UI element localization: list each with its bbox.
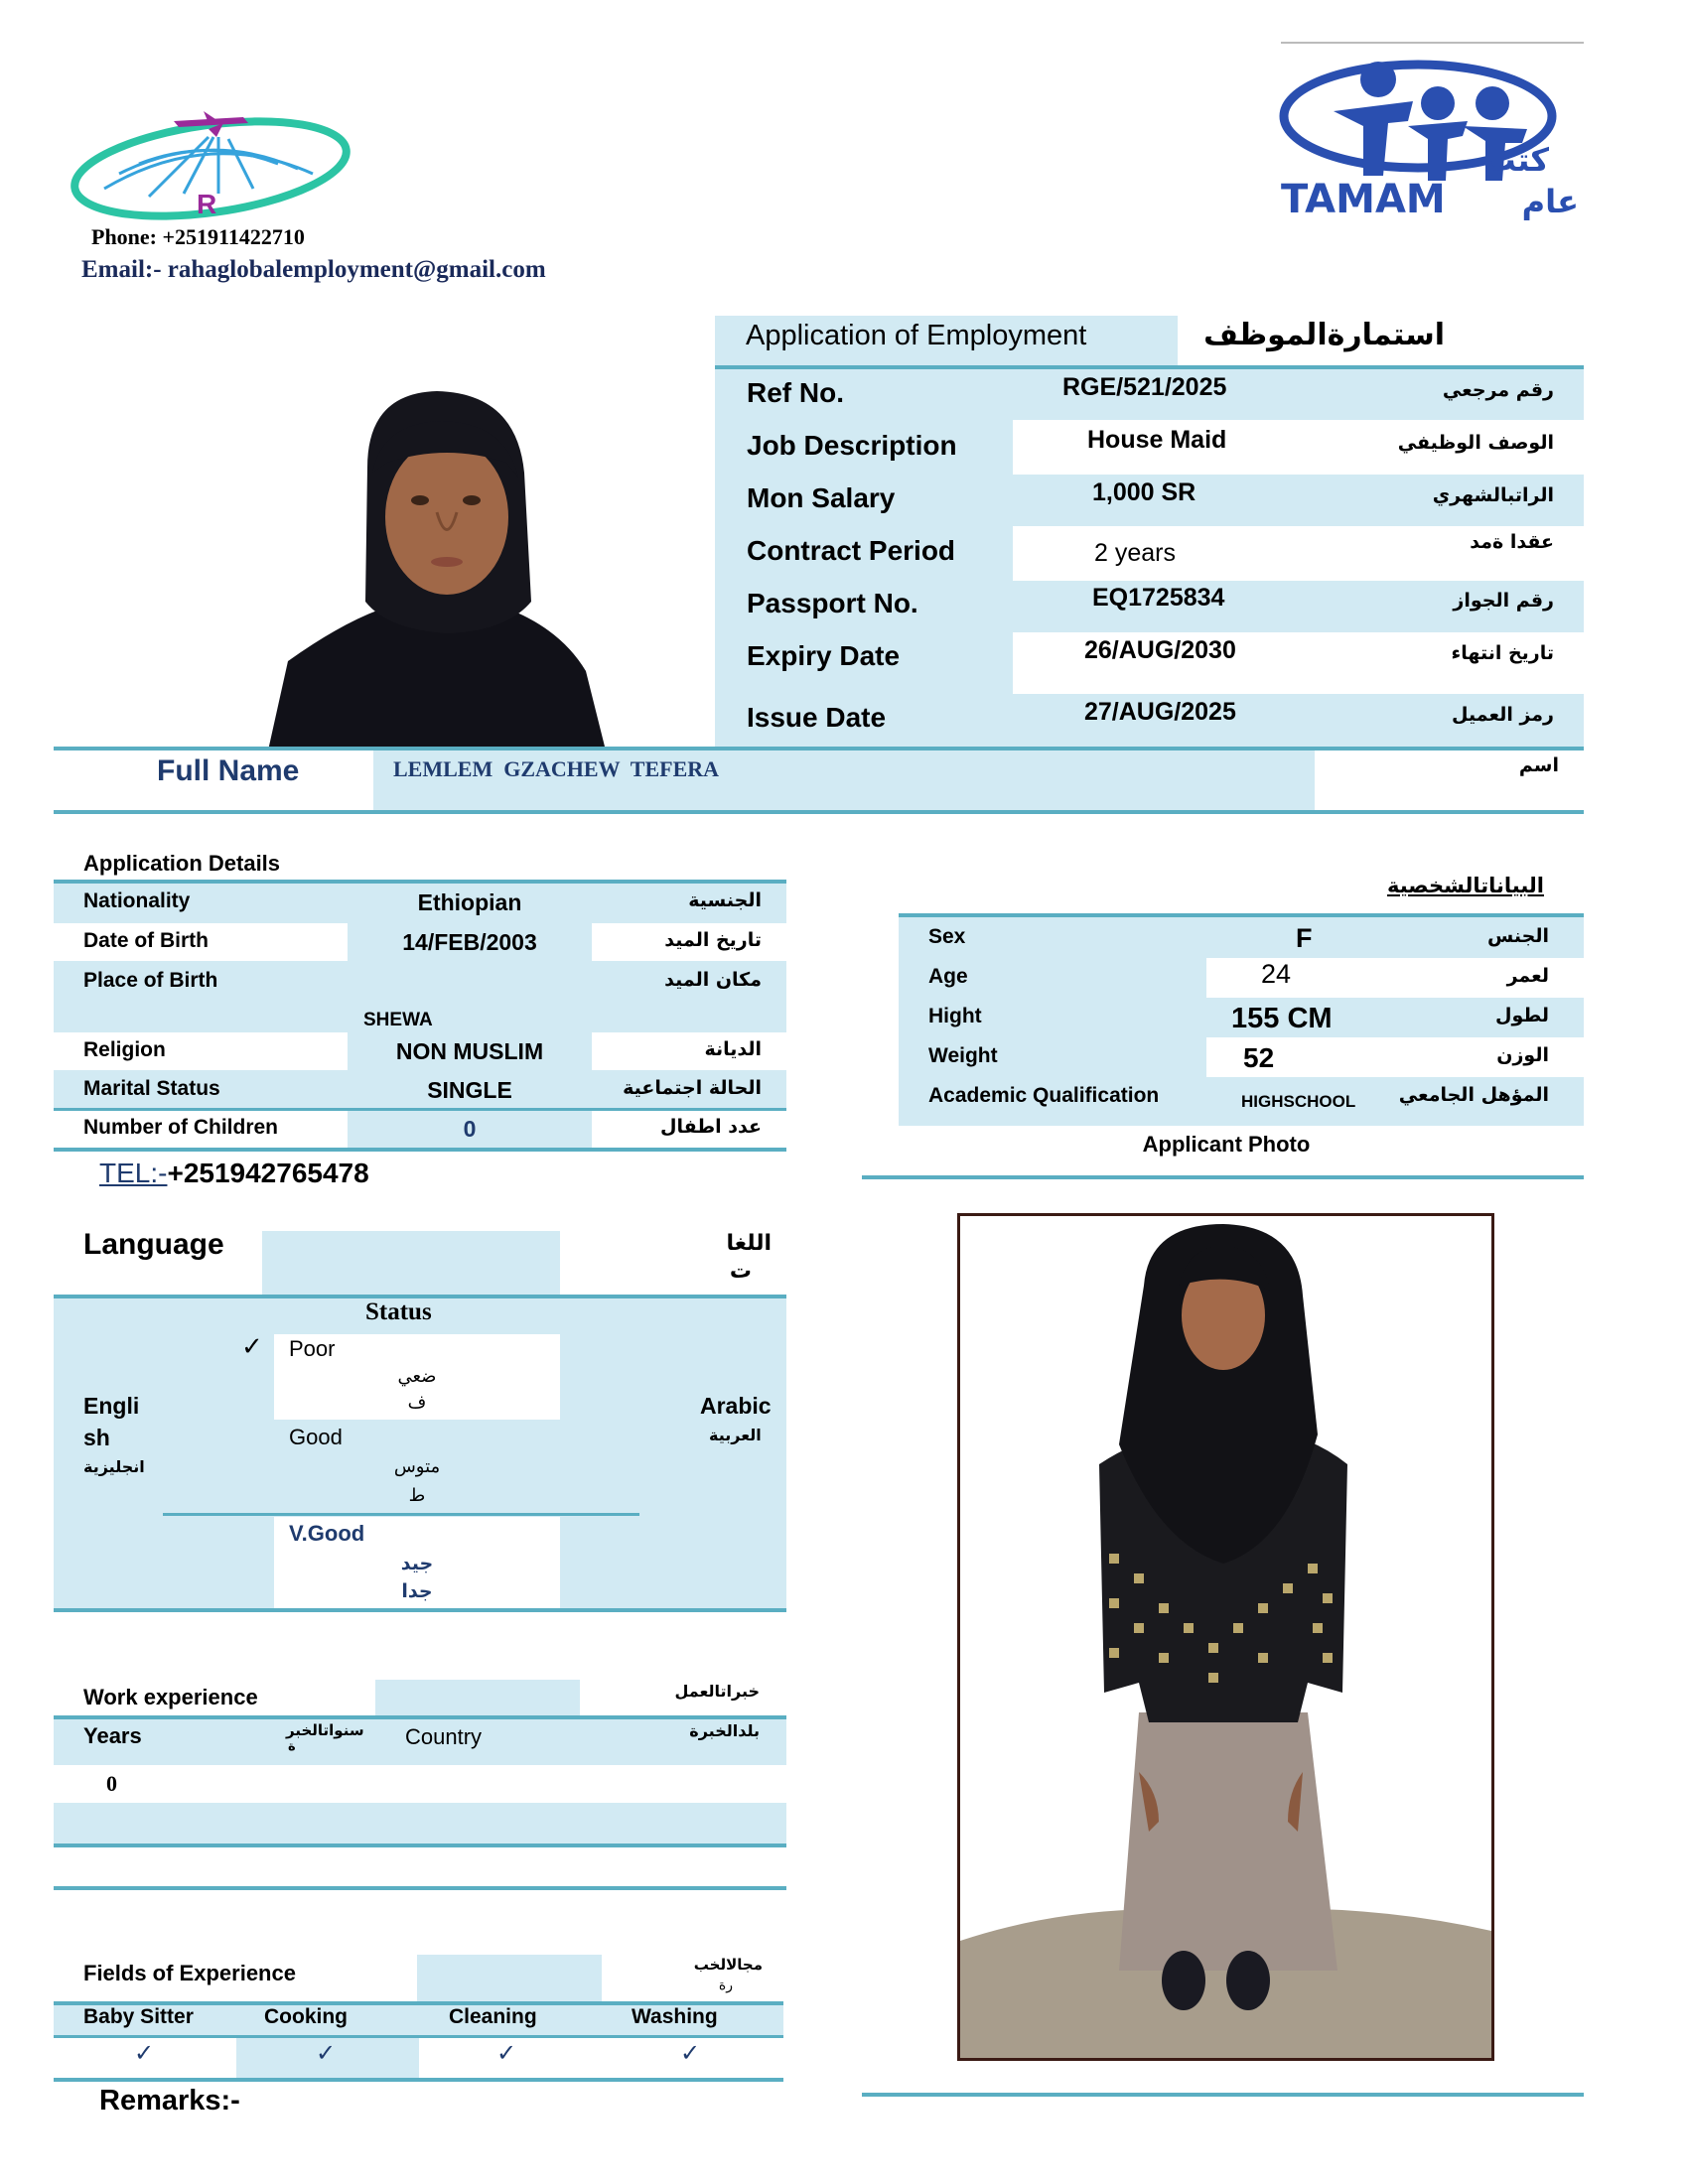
- fields-title-ar-2: رة: [718, 1978, 733, 1993]
- row-value: EQ1725834: [1092, 584, 1225, 612]
- main-table-row: [715, 369, 1584, 422]
- field-label: Baby Sitter: [83, 2005, 194, 2028]
- tel-value[interactable]: +251942765478: [167, 1158, 369, 1188]
- detail-label-ar: عدد اطفال: [659, 1116, 762, 1138]
- personal-value: 52: [1243, 1042, 1275, 1073]
- row-label-ar: رمز العميل: [1452, 704, 1554, 726]
- work-mid-rule: [54, 1843, 786, 1847]
- english-label-1: Engli: [83, 1393, 140, 1419]
- applicant-photo-caption: Applicant Photo: [1142, 1132, 1311, 1157]
- years-label-ar-1: سنواتالخبر: [286, 1721, 364, 1739]
- row-value: 1,000 SR: [1092, 478, 1196, 506]
- row-value: 26/AUG/2030: [1084, 636, 1236, 664]
- app-details-bottom-rule: [54, 1148, 786, 1152]
- level-good-ar-2: ط: [408, 1485, 426, 1506]
- main-table-row: [715, 632, 1584, 694]
- level-vgood-en: V.Good: [289, 1521, 365, 1546]
- personal-value: 24: [1261, 959, 1292, 989]
- years-label-ar-2: ة: [288, 1739, 296, 1754]
- country-label-ar: بلدالخبرة: [689, 1721, 760, 1740]
- personal-value: 155 CM: [1231, 1003, 1333, 1034]
- portrait-photo: [209, 373, 680, 751]
- field-check-icon[interactable]: ✓: [496, 2039, 517, 2067]
- header-title-ar: استمارةالموظف: [1203, 318, 1445, 352]
- main-table-row: [715, 422, 1584, 475]
- remarks-right-rule: [862, 2093, 1584, 2097]
- detail-label-ar: الحالة اجتماعية: [623, 1077, 762, 1099]
- language-mid-rule: [163, 1513, 639, 1516]
- level-vgood-ar-2: جدا: [401, 1580, 433, 1602]
- years-value: 0: [106, 1771, 117, 1796]
- fields-header-cell: [417, 1955, 602, 2002]
- personal-label: Weight: [928, 1044, 998, 1067]
- row-value: 27/AUG/2025: [1084, 698, 1236, 726]
- detail-label-ar: مكان الميد: [664, 969, 762, 991]
- tamam-logo: [1279, 52, 1587, 220]
- row-label: Issue Date: [747, 702, 887, 733]
- logo-rule: [1281, 42, 1584, 44]
- status-header: Status: [365, 1298, 432, 1325]
- personal-label: Hight: [928, 1005, 982, 1027]
- detail-label-ar: تاريخ الميد: [664, 929, 762, 951]
- logo-letter: R: [197, 189, 217, 219]
- personal-label-ar: المؤهل الجامعي: [1398, 1084, 1549, 1106]
- detail-label-ar: الجنسية: [688, 889, 762, 911]
- remarks-label: Remarks:-: [99, 2085, 240, 2116]
- row-label-ar: رقم الجواز: [1453, 590, 1554, 612]
- personal-label: Academic Qualification: [928, 1084, 1160, 1107]
- header-title-en: Application of Employment: [746, 320, 1087, 351]
- row-label-ar: تاريخ انتهاء: [1451, 642, 1554, 664]
- row-label-ar: الوصف الوظيفي: [1397, 432, 1554, 454]
- full-name-bottom-rule: [54, 810, 1584, 814]
- work-title: Work experience: [83, 1685, 258, 1709]
- agency-logo: [70, 109, 357, 223]
- row-value: 2 years: [1094, 539, 1176, 567]
- detail-label: Number of Children: [83, 1116, 279, 1139]
- work-bottom-rule: [54, 1886, 786, 1890]
- app-details-title: Application Details: [83, 851, 281, 876]
- row-label: Passport No.: [747, 588, 918, 618]
- arabic-label: Arabic: [700, 1393, 772, 1419]
- personal-value: F: [1296, 923, 1313, 953]
- tel-label: TEL:-: [99, 1158, 168, 1188]
- detail-label: Nationality: [83, 889, 191, 912]
- tamam-arabic-bottom: عام: [1521, 183, 1579, 220]
- tel-line: [99, 1158, 369, 1189]
- personal-label-ar: الجنس: [1487, 925, 1549, 947]
- row-label-ar: الراتبالشهري: [1432, 484, 1554, 506]
- work-empty-row: [54, 1803, 786, 1844]
- level-poor-en: Poor: [289, 1336, 336, 1361]
- field-check-icon[interactable]: ✓: [316, 2039, 337, 2067]
- detail-label: Date of Birth: [83, 929, 209, 952]
- language-title: Language: [83, 1228, 224, 1261]
- tamam-arabic-top: كتب: [1483, 141, 1549, 179]
- detail-value: SINGLE: [427, 1077, 512, 1103]
- row-label: Mon Salary: [747, 482, 896, 513]
- language-title-ar-1: اللغا: [726, 1231, 772, 1256]
- detail-label: Religion: [83, 1038, 166, 1061]
- english-label-ar: انجليزية: [83, 1457, 145, 1476]
- fields-bottom-rule: [54, 2078, 783, 2082]
- language-title-ar-2: ت: [729, 1259, 752, 1284]
- full-name-label-ar: اسم: [1518, 754, 1559, 776]
- main-table-row: [715, 475, 1584, 527]
- personal-bottom-rule: [862, 1175, 1584, 1179]
- full-name-value: LEMLEM GZACHEW TEFERA: [393, 756, 720, 781]
- personal-label-ar: لطول: [1494, 1005, 1549, 1026]
- field-check-icon[interactable]: ✓: [680, 2039, 701, 2067]
- full-name-label: Full Name: [157, 754, 300, 787]
- row-value: RGE/521/2025: [1062, 373, 1227, 401]
- globe-plane-logo-icon: [70, 109, 357, 223]
- detail-label: Place of Birth: [83, 969, 218, 992]
- agency-email: Email:- rahaglobalemployment@gmail.com: [81, 256, 546, 283]
- main-table-row: [715, 580, 1584, 632]
- row-label: Ref No.: [747, 377, 844, 408]
- fields-title: Fields of Experience: [83, 1961, 296, 1985]
- row-label: Contract Period: [747, 535, 956, 566]
- row-label: Job Description: [747, 430, 957, 461]
- personal-label: Age: [928, 965, 968, 988]
- row-value: House Maid: [1087, 426, 1227, 454]
- personal-label: Sex: [928, 925, 966, 948]
- row-label-ar: رقم مرجعي: [1442, 379, 1554, 401]
- level-vgood-ar-1: جيد: [400, 1553, 434, 1574]
- work-title-ar: خبراتالعمل: [674, 1682, 760, 1701]
- level-good-ar-1: متوس: [393, 1456, 441, 1477]
- personal-label-ar: لعمر: [1506, 965, 1549, 987]
- field-label: Cleaning: [449, 2005, 537, 2028]
- personal-label-ar: الوزن: [1496, 1044, 1549, 1066]
- level-poor-ar-2: ف: [407, 1392, 427, 1413]
- years-label: Years: [83, 1723, 142, 1748]
- country-label: Country: [405, 1724, 483, 1749]
- english-label-2: sh: [83, 1425, 110, 1450]
- field-check-icon[interactable]: ✓: [134, 2039, 155, 2067]
- poor-check-icon[interactable]: ✓: [241, 1332, 263, 1362]
- language-header-cell: [262, 1231, 560, 1295]
- detail-label: Marital Status: [83, 1077, 220, 1100]
- detail-value: 0: [463, 1116, 477, 1142]
- level-good-en: Good: [289, 1425, 343, 1449]
- detail-value: NON MUSLIM: [395, 1038, 544, 1064]
- main-table-row: [715, 527, 1584, 580]
- row-label: Expiry Date: [747, 640, 901, 671]
- field-label: Cooking: [264, 2005, 348, 2028]
- main-table-row: [715, 694, 1584, 747]
- field-label: Washing: [632, 2005, 718, 2028]
- level-poor-ar-1: ضعي: [397, 1366, 437, 1387]
- applicant-full-photo: [957, 1213, 1494, 2061]
- personal-value: HIGHSCHOOL: [1241, 1092, 1356, 1111]
- tamam-latin: TAMAM: [1281, 177, 1446, 220]
- arabic-label-ar: العربية: [709, 1426, 762, 1444]
- fields-title-ar-1: مجالالخب: [693, 1956, 763, 1974]
- language-bottom-rule: [54, 1608, 786, 1612]
- agency-phone: Phone: +251911422710: [91, 224, 305, 249]
- detail-value: Ethiopian: [417, 889, 522, 915]
- detail-value: 14/FEB/2003: [402, 929, 537, 955]
- personal-title-ar: البياناتالشخصية: [1386, 874, 1544, 897]
- row-label-ar: عقدا ةمد: [1470, 531, 1554, 553]
- family-figures-logo-icon: [1279, 52, 1587, 220]
- work-header-cell: [375, 1680, 580, 1717]
- detail-value: SHEWA: [363, 1010, 433, 1030]
- detail-label-ar: الديانة: [704, 1038, 762, 1060]
